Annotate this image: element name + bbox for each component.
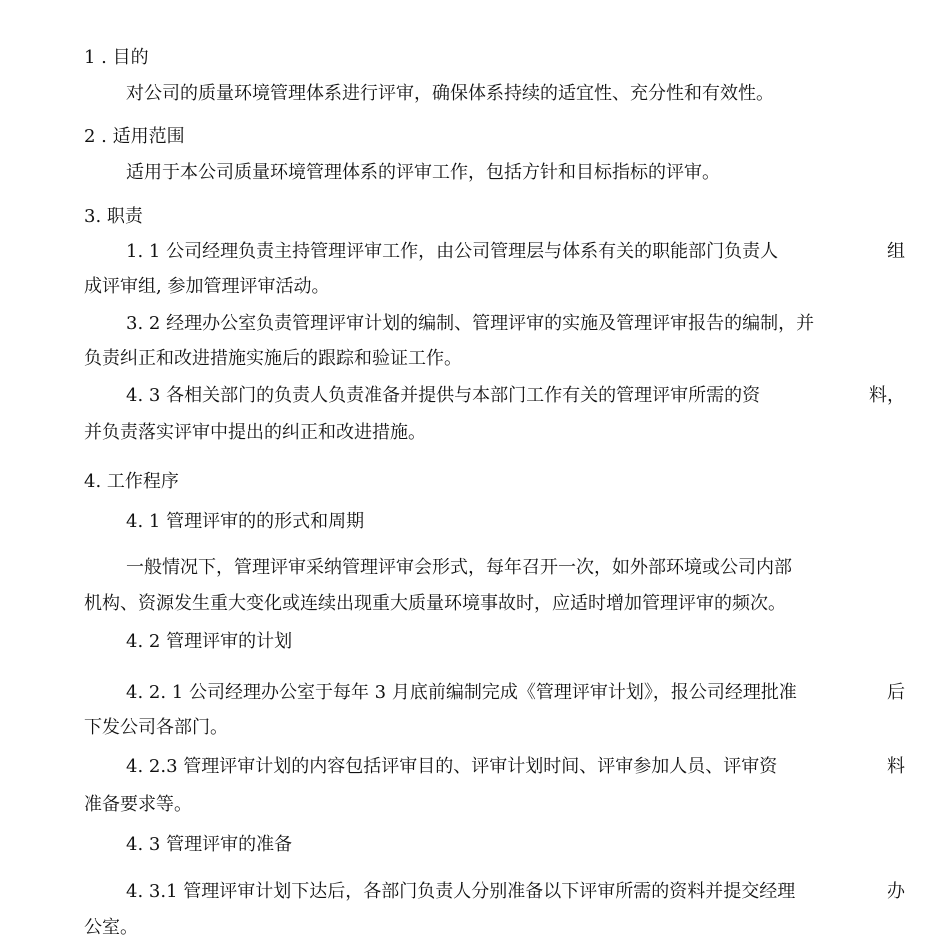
section-2-body: 适用于本公司质量环境管理体系的评审工作，包括方针和目标指标的评审。	[126, 162, 720, 183]
section-4-2-3-line-1-end: 料	[887, 756, 905, 777]
section-4-1-line-2: 机构、资源发生重大变化或连续出现重大质量环境事故时，应适时增加管理评审的频次。	[84, 593, 786, 614]
section-3-1-line-1-text: 1. 1 公司经理负责主持管理评审工作，由公司管理层与体系有关的职能部门负责人	[126, 241, 779, 262]
section-4-heading: 4. 工作程序	[84, 471, 179, 492]
section-4-2-1-line-1-text: 4. 2. 1 公司经理办公室于每年 3 月底前编制完成《管理评审计划》，报公司经理批准	[126, 682, 797, 703]
section-3-3-line-1	[126, 384, 905, 408]
section-3-3-line-1-text: 4. 3 各相关部门的负责人负责准备并提供与本部门工作有关的管理评审所需的资	[126, 385, 761, 406]
section-3-3-line-2: 并负责落实评审中提出的纠正和改进措施。	[84, 422, 426, 443]
section-4-2-3-line-2: 准备要求等。	[84, 794, 192, 815]
section-4-3-1-line-2: 公室。	[84, 917, 138, 938]
section-4-2-3-line-1-text: 4. 2.3 管理评审计划的内容包括评审目的、评审计划时间、评审参加人员、评审资	[126, 756, 778, 777]
section-3-3-line-1-end: 料，	[869, 385, 905, 406]
section-2-heading: 2 . 适用范围	[84, 126, 185, 147]
section-3-2-line-1: 3. 2 经理办公室负责管理评审计划的编制、管理评审的实施及管理评审报告的编制，并	[126, 313, 815, 334]
section-4-2-heading: 4. 2 管理评审的计划	[126, 631, 293, 652]
section-4-3-heading: 4. 3 管理评审的准备	[126, 834, 293, 855]
section-4-1-line-1: 一般情况下，管理评审采纳管理评审会形式，每年召开一次，如外部环境或公司内部	[126, 557, 792, 578]
section-4-3-1-line-1-end: 办	[887, 881, 905, 902]
section-1-heading: 1 . 目的	[84, 47, 149, 68]
section-3-1-line-2: 成评审组, 参加管理评审活动。	[84, 276, 330, 297]
section-3-1-line-1-end: 组	[887, 241, 905, 262]
section-4-3-1-line-1-text: 4. 3.1 管理评审计划下达后，各部门负责人分别准备以下评审所需的资料并提交经理	[126, 881, 796, 902]
section-3-2-line-2: 负责纠正和改进措施实施后的跟踪和验证工作。	[84, 348, 462, 369]
section-3-heading: 3. 职责	[84, 206, 143, 227]
section-1-body: 对公司的质量环境管理体系进行评审，确保体系持续的适宜性、充分性和有效性。	[126, 83, 774, 104]
section-4-2-1-line-2: 下发公司各部门。	[84, 717, 228, 738]
section-4-3-1-line-1	[126, 880, 905, 904]
section-4-2-1-line-1	[126, 681, 905, 705]
section-4-2-3-line-1	[126, 755, 905, 779]
section-4-2-1-line-1-end: 后	[887, 682, 905, 703]
section-4-1-heading: 4. 1 管理评审的的形式和周期	[126, 511, 365, 532]
section-3-1-line-1	[126, 240, 905, 264]
